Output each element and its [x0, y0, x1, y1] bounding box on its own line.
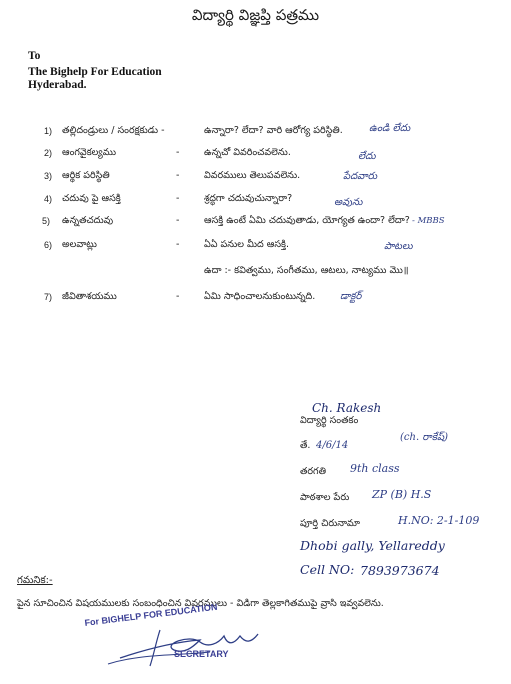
student-signature: Ch. Rakesh	[312, 401, 382, 415]
field-number: 3)	[44, 171, 53, 181]
field-number: 1)	[44, 126, 53, 136]
field-question: ఉదా :- కవిత్వము, సంగీతము, ఆటలు, నాట్యము మొ॥	[204, 265, 409, 276]
field-label: అలవాట్లు	[62, 239, 97, 250]
stamp-bottom-text: SECRETARY	[174, 649, 229, 659]
school-value: ZP (B) H.S	[372, 488, 432, 501]
field-answer: పాటలు	[384, 241, 413, 252]
cell-label: Cell NO:	[300, 562, 355, 577]
notice-heading: గమనిక:-	[17, 575, 53, 586]
date-label: తే.	[300, 440, 311, 451]
field-dash: -	[176, 215, 180, 226]
form-title: విద్యార్థి విజ్ఞప్తి పత్రము	[191, 6, 320, 24]
field-label: చదువు పై ఆసక్తి	[62, 193, 121, 204]
field-question: శ్రద్ధగా చదువుచున్నారా?	[204, 193, 293, 204]
cell-value: 7893973674	[360, 563, 440, 578]
field-dash: -	[176, 239, 180, 250]
field-label: తల్లిదండ్రులు / సంరక్షకుడు -	[62, 125, 165, 136]
student-name-note: (ch. రాకేష్)	[400, 432, 448, 443]
notice-body: పైన సూచించిన విషయములకు సంబంధించిన వివరములు - విడిగా తెల్లకాగితముపై వ్రాసి ఇవ్వవలెను.	[17, 598, 384, 609]
field-question: ఉన్నారా? లేదా? వారి ఆరోగ్య పరిస్థితి.	[204, 125, 343, 136]
field-answer: లేదు	[358, 151, 376, 162]
date-value: 4/6/14	[316, 440, 349, 451]
field-dash: -	[176, 193, 180, 204]
field-dash: -	[176, 291, 180, 302]
field-question: ఏఏ పనుల మీద ఆసక్తి.	[204, 239, 290, 250]
field-number: 6)	[44, 240, 53, 250]
field-label: జీవితాశయము	[62, 291, 117, 302]
field-label: ఆర్థిక పరిస్థితి	[62, 170, 110, 181]
field-answer: ఉండి లేదు	[369, 123, 411, 134]
field-question: ఆసక్తి ఉంటే ఏమి చదువుతాడు, యోగ్యత ఉందా? లేదా?	[204, 215, 410, 226]
field-question: ఏమి సాధించాలనుకుంటున్నది.	[204, 291, 316, 302]
address-line2: Dhobi gally, Yellareddy	[300, 538, 445, 553]
field-answer: - MBBS	[412, 216, 445, 226]
field-label: ఆంగవైకల్యము	[62, 147, 117, 158]
field-answer: పేదవారు	[343, 171, 378, 182]
address-city: Hyderabad.	[28, 79, 87, 91]
field-label: ఉన్నతచదువు	[62, 215, 114, 226]
signature-label: విద్యార్థి సంతకం	[300, 415, 359, 426]
field-number: 7)	[44, 292, 53, 302]
field-number: 4)	[44, 194, 53, 204]
address-label: పూర్తి చిరునామా	[300, 518, 360, 529]
address-to: To	[28, 50, 41, 62]
field-number: 2)	[44, 148, 53, 158]
field-answer: అవును	[334, 197, 363, 208]
field-dash: -	[176, 170, 180, 181]
stamp-top-text: For BIGHELP FOR EDUCATION	[84, 601, 218, 628]
class-value: 9th class	[350, 462, 400, 475]
field-question: వివరములు తెలుపవలెను.	[204, 170, 301, 181]
secretary-signature-icon	[100, 620, 280, 675]
field-number: 5)	[42, 216, 51, 226]
field-question: ఉన్నచో వివరించవలెను.	[204, 147, 291, 158]
address-organization: The Bighelp For Education	[28, 66, 162, 78]
address-value: H.NO: 2-1-109	[398, 514, 480, 527]
school-label: పాఠశాల పేరు	[300, 492, 350, 503]
field-dash: -	[176, 147, 180, 158]
field-answer: డాక్టర్	[340, 291, 362, 302]
class-label: తరగతి	[300, 466, 326, 477]
